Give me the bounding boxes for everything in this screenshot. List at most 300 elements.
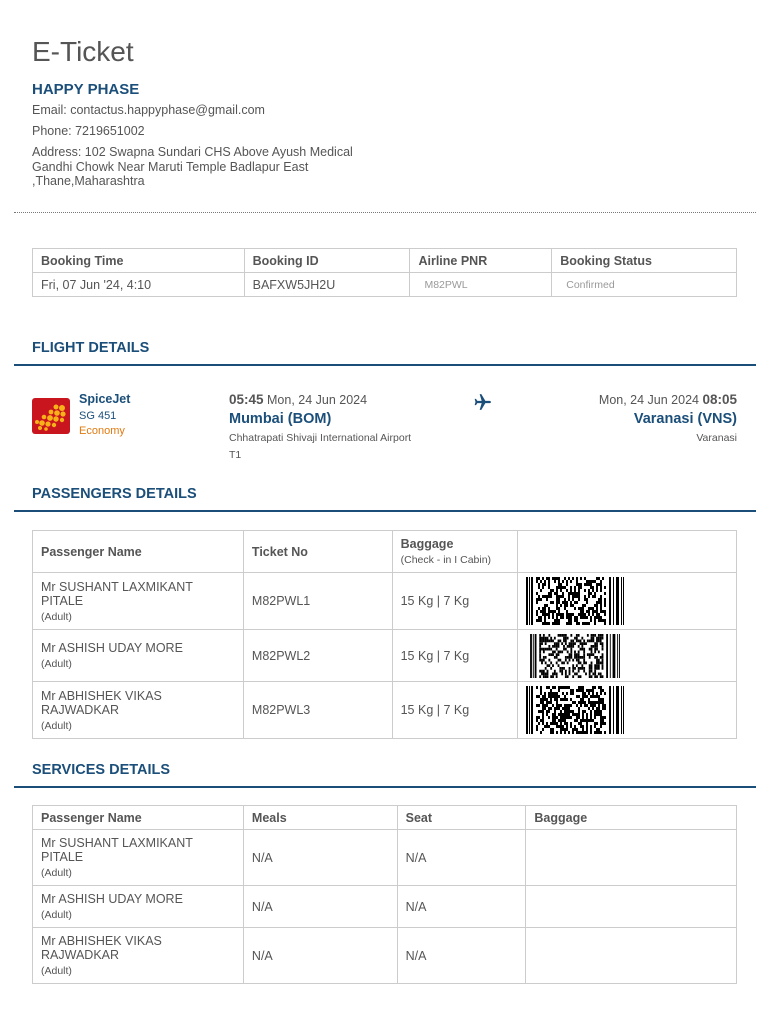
barcode-module — [540, 701, 542, 704]
barcode-module — [564, 586, 566, 589]
barcode-module — [570, 689, 572, 692]
barcode-module — [556, 577, 558, 580]
barcode-image — [526, 577, 624, 625]
barcode-module — [566, 704, 568, 707]
barcode-module — [576, 595, 578, 598]
barcode-module — [538, 577, 540, 580]
barcode-module — [566, 728, 568, 731]
barcode-module — [584, 616, 586, 619]
barcode-module — [586, 695, 588, 698]
barcode-module — [594, 713, 596, 716]
barcode-module — [578, 595, 580, 598]
barcode-bar — [607, 634, 609, 678]
barcode-module — [536, 592, 538, 595]
barcode-module — [554, 716, 556, 719]
barcode-module — [592, 719, 594, 722]
barcode-module — [570, 580, 572, 583]
barcode-module — [598, 583, 600, 586]
barcode-module — [552, 716, 554, 719]
barcode-module — [600, 601, 602, 604]
barcode-module — [572, 713, 574, 716]
barcode-module — [578, 707, 580, 710]
barcode-module — [545, 639, 547, 642]
barcode-module — [602, 656, 604, 659]
arrival-date: Mon, 24 Jun 2024 — [598, 393, 699, 407]
barcode-module — [582, 725, 584, 728]
barcode-module — [574, 592, 576, 595]
barcode-module — [596, 675, 598, 678]
barcode-cell — [518, 630, 737, 682]
barcode-module — [588, 595, 590, 598]
seat-cell: N/A — [397, 886, 526, 928]
barcode-module — [574, 667, 576, 670]
barcode-module — [572, 731, 574, 734]
barcode-module — [593, 636, 595, 639]
barcode-module — [540, 692, 542, 695]
barcode-module — [582, 645, 584, 648]
barcode-module — [593, 653, 595, 656]
barcode-module — [556, 616, 558, 619]
barcode-module — [584, 704, 586, 707]
barcode-module — [536, 728, 538, 731]
passengers-details-heading: PASSENGERS DETAILS — [32, 486, 197, 502]
barcode-module — [536, 598, 538, 601]
barcode-module — [546, 595, 548, 598]
barcode-module — [576, 653, 578, 656]
barcode-module — [556, 722, 558, 725]
barcode-module — [600, 616, 602, 619]
barcode-module — [584, 701, 586, 704]
barcode-module — [552, 577, 554, 580]
barcode-module — [560, 713, 562, 716]
barcode-module — [592, 589, 594, 592]
barcode-module — [540, 650, 542, 653]
barcode-module — [552, 672, 554, 675]
barcode-module — [544, 698, 546, 701]
barcode-module — [591, 634, 593, 637]
services-details-rule — [14, 786, 756, 788]
barcode-module — [573, 675, 575, 678]
barcode-module — [586, 601, 588, 604]
barcode-module — [542, 610, 544, 613]
barcode-module — [596, 589, 598, 592]
barcode-module — [566, 725, 568, 728]
barcode-module — [565, 634, 567, 637]
barcode-module — [542, 704, 544, 707]
barcode-module — [600, 586, 602, 589]
barcode-module — [550, 731, 552, 734]
barcode-module — [558, 622, 560, 625]
departure-airport: Chhatrapati Shivaji International Airport — [229, 432, 412, 444]
barcode-module — [547, 639, 549, 642]
barcode-module — [600, 595, 602, 598]
barcode-module — [558, 707, 560, 710]
barcode-module — [542, 695, 544, 698]
barcode-module — [595, 645, 597, 648]
baggage-cell: 15 Kg | 7 Kg — [392, 682, 518, 739]
barcode-module — [576, 634, 578, 637]
barcode-module — [588, 698, 590, 701]
barcode-module — [560, 589, 562, 592]
barcode-module — [548, 710, 550, 713]
agency-address: Address: 102 Swapna Sundari CHS Above Ayush Medical Gandhi Chowk Near Maruti Temple Badlapur East ,Thane,Maharashtra — [32, 145, 353, 188]
barcode-module — [604, 586, 606, 589]
barcode-module — [568, 616, 570, 619]
barcode-module — [586, 713, 588, 716]
barcode-module — [598, 598, 600, 601]
barcode-module — [556, 704, 558, 707]
barcode-module — [586, 622, 588, 625]
barcode-module — [604, 613, 606, 616]
barcode-module — [602, 642, 604, 645]
barcode-module — [541, 672, 543, 675]
passenger-name-cell — [33, 886, 244, 928]
barcode-module — [590, 616, 592, 619]
barcode-module — [566, 622, 568, 625]
barcode-module — [571, 642, 573, 645]
barcode-module — [580, 701, 582, 704]
barcode-module — [600, 583, 602, 586]
barcode-module — [596, 586, 598, 589]
barcode-module — [552, 731, 554, 734]
barcode-module — [547, 636, 549, 639]
barcode-module — [591, 675, 593, 678]
barcode-module — [580, 661, 582, 664]
barcode-module — [570, 589, 572, 592]
barcode-module — [560, 613, 562, 616]
barcode-module — [544, 619, 546, 622]
barcode-module — [586, 716, 588, 719]
barcode-module — [563, 661, 565, 664]
barcode-module — [542, 719, 544, 722]
barcode-module — [574, 650, 576, 653]
barcode-module — [600, 656, 602, 659]
meals-cell: N/A — [243, 928, 397, 984]
barcode-module — [540, 658, 542, 661]
barcode-bar — [621, 577, 622, 625]
barcode-module — [540, 610, 542, 613]
barcode-module — [556, 589, 558, 592]
barcode-module — [562, 595, 564, 598]
barcode-module — [566, 583, 568, 586]
barcode-module — [596, 728, 598, 731]
booking-value-row — [33, 273, 737, 297]
barcode-module — [552, 613, 554, 616]
barcode-module — [592, 686, 594, 689]
barcode-module — [541, 636, 543, 639]
barcode-module — [540, 645, 542, 648]
barcode-module — [590, 607, 592, 610]
barcode-module — [600, 698, 602, 701]
barcode-module — [598, 634, 600, 637]
barcode-module — [592, 707, 594, 710]
barcode-module — [542, 595, 544, 598]
barcode-module — [556, 701, 558, 704]
barcode-module — [546, 722, 548, 725]
barcode-module — [547, 672, 549, 675]
barcode-module — [538, 595, 540, 598]
barcode-module — [600, 634, 602, 637]
barcode-module — [588, 580, 590, 583]
barcode-module — [540, 589, 542, 592]
barcode-module — [544, 583, 546, 586]
barcode-module — [543, 656, 545, 659]
barcode-module — [588, 719, 590, 722]
barcode-module — [568, 595, 570, 598]
barcode-module — [548, 595, 550, 598]
barcode-module — [570, 725, 572, 728]
barcode-module — [582, 622, 584, 625]
passenger-name: Mr SUSHANT LAXMIKANT PITALE — [41, 579, 193, 608]
barcode-module — [598, 701, 600, 704]
barcode-bar — [613, 577, 614, 625]
barcode-module — [556, 642, 558, 645]
barcode-module — [540, 636, 542, 639]
barcode-module — [602, 577, 604, 580]
barcode-module — [576, 577, 578, 580]
barcode-bar — [530, 634, 532, 678]
barcode-module — [588, 583, 590, 586]
barcode-module — [594, 725, 596, 728]
barcode-module — [554, 686, 556, 689]
barcode-module — [548, 580, 550, 583]
barcode-module — [549, 664, 551, 667]
barcode-module — [598, 731, 600, 734]
barcode-module — [548, 701, 550, 704]
barcode-module — [552, 695, 554, 698]
barcode-bar — [618, 634, 619, 678]
barcode-module — [548, 607, 550, 610]
barcode-module — [598, 658, 600, 661]
barcode-module — [544, 707, 546, 710]
barcode-module — [544, 613, 546, 616]
barcode-module — [596, 692, 598, 695]
barcode-module — [569, 656, 571, 659]
barcode-module — [554, 650, 556, 653]
barcode-module — [582, 613, 584, 616]
barcode-module — [570, 601, 572, 604]
table-row — [33, 573, 737, 630]
barcode-module — [594, 701, 596, 704]
barcode-module — [596, 664, 598, 667]
barcode-module — [552, 589, 554, 592]
barcode-module — [558, 713, 560, 716]
barcode-module — [578, 656, 580, 659]
barcode-module — [572, 592, 574, 595]
barcode-module — [569, 667, 571, 670]
barcode-module — [551, 653, 553, 656]
barcode-module — [554, 707, 556, 710]
barcode-bar — [616, 686, 619, 734]
barcode-module — [589, 647, 591, 650]
barcode-module — [590, 695, 592, 698]
barcode-module — [565, 672, 567, 675]
barcode-module — [602, 722, 604, 725]
barcode-module — [567, 636, 569, 639]
barcode-module — [572, 613, 574, 616]
barcode-module — [594, 710, 596, 713]
barcode-module — [580, 704, 582, 707]
barcode-module — [562, 642, 564, 645]
passenger-name: Mr ABHISHEK VIKAS RAJWADKAR — [41, 688, 162, 717]
barcode-module — [558, 686, 560, 689]
barcode-module — [604, 598, 606, 601]
barcode-module — [592, 595, 594, 598]
barcode-module — [548, 586, 550, 589]
barcode-module — [582, 656, 584, 659]
barcode-bar — [616, 577, 619, 625]
barcode-module — [573, 639, 575, 642]
barcode-module — [554, 622, 556, 625]
barcode-module — [558, 613, 560, 616]
barcode-module — [536, 577, 538, 580]
barcode-module — [588, 692, 590, 695]
barcode-module — [593, 672, 595, 675]
barcode-module — [587, 639, 589, 642]
barcode-module — [560, 686, 562, 689]
barcode-module — [598, 704, 600, 707]
booking-id-value: BAFXW5JH2U — [244, 273, 410, 297]
barcode-module — [584, 669, 586, 672]
barcode-module — [572, 701, 574, 704]
barcode-module — [574, 672, 576, 675]
barcode-module — [549, 645, 551, 648]
barcode-module — [576, 664, 578, 667]
barcode-module — [558, 725, 560, 728]
barcode-module — [542, 722, 544, 725]
barcode-module — [552, 650, 554, 653]
barcode-module — [604, 622, 606, 625]
barcode-module — [563, 645, 565, 648]
barcode-module — [568, 707, 570, 710]
barcode-module — [545, 661, 547, 664]
barcode-module — [604, 601, 606, 604]
barcode-module — [589, 667, 591, 670]
barcode-module — [538, 710, 540, 713]
barcode-module — [541, 658, 543, 661]
barcode-module — [548, 583, 550, 586]
barcode-module — [556, 731, 558, 734]
barcode-module — [578, 667, 580, 670]
barcode-module — [578, 658, 580, 661]
booking-status-value: Confirmed — [552, 273, 737, 297]
barcode-module — [586, 583, 588, 586]
barcode-module — [554, 610, 556, 613]
barcode-module — [572, 595, 574, 598]
barcode-module — [602, 707, 604, 710]
cabin-class: Economy — [79, 425, 125, 437]
baggage-header-label: Baggage — [400, 537, 454, 551]
barcode-module — [594, 704, 596, 707]
barcode-module — [586, 722, 588, 725]
barcode-module — [584, 598, 586, 601]
barcode-module — [554, 669, 556, 672]
barcode-module — [571, 634, 573, 637]
barcode-module — [573, 645, 575, 648]
barcode-module — [585, 672, 587, 675]
barcode-module — [564, 716, 566, 719]
barcode-module — [593, 634, 595, 637]
barcode-module — [595, 642, 597, 645]
barcode-module — [538, 722, 540, 725]
barcode-module — [576, 636, 578, 639]
barcode-module — [591, 661, 593, 664]
barcode-module — [571, 653, 573, 656]
barcode-module — [590, 592, 592, 595]
agency-phone: Phone: 7219651002 — [32, 124, 145, 138]
barcode-module — [536, 719, 538, 722]
booking-status-header: Booking Status — [552, 249, 737, 273]
meals-header: Meals — [243, 806, 397, 830]
barcode-module — [595, 672, 597, 675]
barcode-module — [578, 592, 580, 595]
barcode-module — [604, 619, 606, 622]
barcode-module — [592, 689, 594, 692]
barcode-module — [562, 592, 564, 595]
barcode-module — [568, 592, 570, 595]
barcode-module — [602, 619, 604, 622]
barcode-module — [594, 722, 596, 725]
barcode-module — [564, 607, 566, 610]
barcode-module — [574, 728, 576, 731]
barcode-module — [604, 704, 606, 707]
barcode-module — [576, 716, 578, 719]
barcode-module — [565, 675, 567, 678]
barcode-module — [596, 713, 598, 716]
barcode-bar — [609, 686, 611, 734]
barcode-module — [543, 658, 545, 661]
barcode-module — [582, 610, 584, 613]
barcode-module — [604, 604, 606, 607]
barcode-module — [574, 642, 576, 645]
barcode-module — [590, 586, 592, 589]
barcode-module — [565, 639, 567, 642]
barcode-module — [564, 604, 566, 607]
barcode-module — [582, 636, 584, 639]
barcode-module — [584, 695, 586, 698]
barcode-module — [570, 704, 572, 707]
barcode-module — [580, 731, 582, 734]
barcode-module — [538, 695, 540, 698]
barcode-module — [565, 669, 567, 672]
passenger-name-cell — [33, 830, 244, 886]
barcode-image — [526, 686, 624, 734]
barcode-module — [562, 686, 564, 689]
barcode-module — [576, 728, 578, 731]
airline-name: SpiceJet — [79, 392, 131, 406]
barcode-module — [547, 669, 549, 672]
barcode-module — [590, 728, 592, 731]
barcode-module — [546, 701, 548, 704]
passenger-name-header: Passenger Name — [33, 531, 244, 573]
barcode-module — [595, 675, 597, 678]
barcode-module — [596, 636, 598, 639]
barcode-module — [595, 634, 597, 637]
barcode-module — [590, 619, 592, 622]
barcode-module — [554, 722, 556, 725]
barcode-image — [526, 634, 624, 678]
barcode-module — [569, 653, 571, 656]
meals-cell: N/A — [243, 886, 397, 928]
barcode-module — [556, 604, 558, 607]
barcode-module — [568, 577, 570, 580]
ticket-no-cell: M82PWL2 — [243, 630, 392, 682]
barcode-module — [602, 636, 604, 639]
barcode-module — [558, 580, 560, 583]
barcode-module — [576, 672, 578, 675]
barcode-module — [566, 604, 568, 607]
barcode-module — [567, 675, 569, 678]
